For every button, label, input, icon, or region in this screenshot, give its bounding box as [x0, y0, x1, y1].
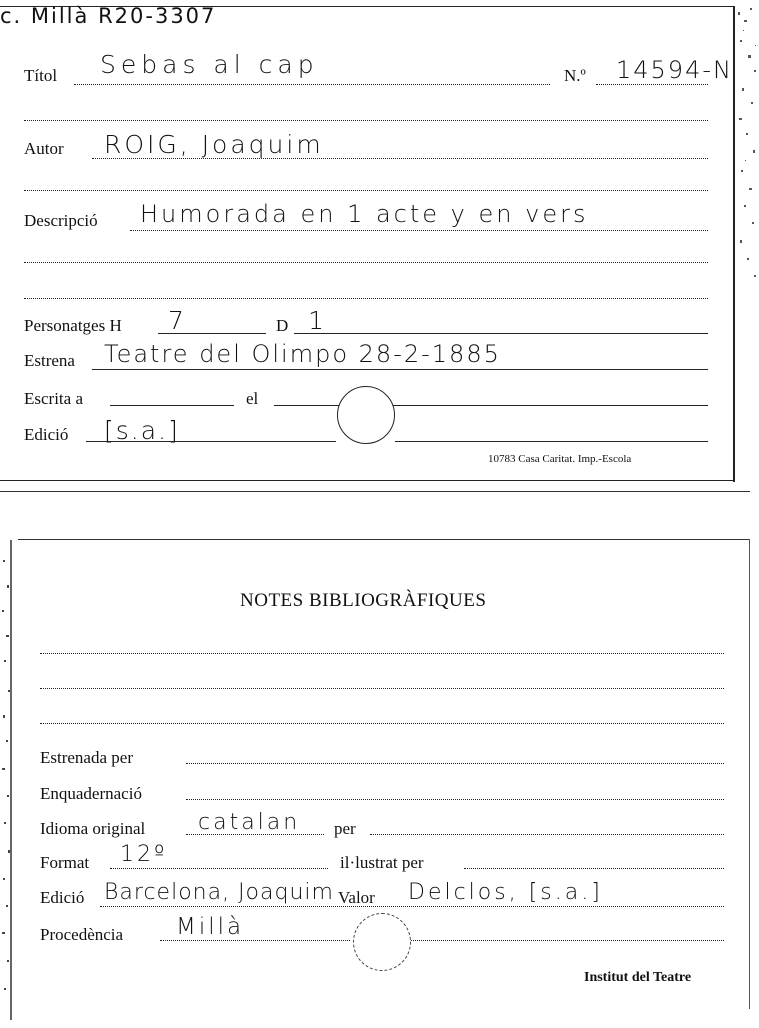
autor-dotted-line [92, 158, 708, 159]
personatges-label: Personatges H [24, 316, 122, 335]
blank-line-1 [24, 120, 708, 121]
procedencia-dotted-line-right [410, 940, 724, 941]
card-separator-line [0, 491, 750, 492]
escrita-line [110, 405, 234, 406]
d-line [294, 333, 708, 334]
call-number: c. Millà R20-3307 [0, 4, 217, 28]
edicio-label: Edició [24, 425, 69, 444]
edicio-value: [s.a.] [104, 416, 180, 445]
scan-noise-left-bottom [0, 540, 18, 1020]
autor-label: Autor [24, 139, 64, 158]
valor-value: Delclos, [s.a.] [408, 880, 603, 905]
descripcio-label: Descripció [24, 211, 98, 230]
titol-value: Sebas al cap [100, 50, 319, 79]
punch-hole-top [337, 386, 395, 444]
autor-value: ROIG, Joaquim [104, 130, 324, 159]
descripcio-dotted-line [130, 230, 708, 231]
descripcio-value: Humorada en 1 acte y en vers [140, 200, 589, 228]
estrena-value: Teatre del Olimpo 28-2-1885 [104, 340, 501, 368]
bottom-edicio-dotted-line [100, 906, 724, 907]
bottom-card-top-border [18, 539, 750, 540]
edicio-line-right [395, 441, 708, 442]
enquadernacio-dotted-line [186, 799, 724, 800]
bottom-card-right-border [749, 539, 750, 1009]
format-label: Format [40, 853, 90, 872]
titol-dotted-line [74, 84, 550, 85]
top-card-right-border [733, 6, 735, 482]
el-label: el [246, 389, 259, 408]
format-dotted-line [110, 868, 328, 869]
estrenada-dotted-line [186, 763, 724, 764]
procedencia-value: Millà [176, 914, 245, 940]
num-dotted-line [596, 84, 708, 85]
num-label: N.º [564, 66, 586, 85]
notes-blank-line-3 [40, 723, 724, 724]
estrena-label: Estrena [24, 351, 75, 370]
procedencia-label: Procedència [40, 925, 124, 944]
bottom-edicio-value: Barcelona, Joaquim [104, 880, 334, 905]
printer-imprint: 10783 Casa Caritat. Imp.-Escola [488, 453, 632, 465]
personatges-h-line [158, 333, 266, 334]
notes-blank-line-2 [40, 688, 724, 689]
estrenada-label: Estrenada per [40, 748, 133, 767]
personatges-h-value: 7 [168, 306, 187, 335]
institution-name: Institut del Teatre [584, 970, 692, 985]
punch-hole-bottom [353, 913, 411, 971]
d-label: D [276, 316, 289, 335]
notes-blank-line-1 [40, 653, 724, 654]
idioma-dotted-line [186, 834, 324, 835]
blank-line-3 [24, 262, 708, 263]
top-card-bottom-border [0, 480, 735, 481]
idioma-value: catalan [198, 810, 301, 835]
idioma-label: Idioma original [40, 819, 146, 838]
titol-label: Títol [24, 66, 58, 85]
procedencia-dotted-line-left [160, 940, 350, 941]
blank-line-2 [24, 190, 708, 191]
scan-noise-right-top [736, 0, 759, 300]
num-value: 14594-N [616, 56, 733, 84]
illustrat-dotted-line [464, 868, 724, 869]
estrena-line [92, 369, 708, 370]
d-value: 1 [308, 306, 327, 335]
format-value: 12º [120, 842, 168, 867]
bottom-edicio-label: Edició [40, 888, 85, 907]
valor-label: Valor [338, 888, 375, 907]
edicio-line-left [86, 441, 336, 442]
notes-heading: NOTES BIBLIOGRÀFIQUES [240, 590, 487, 611]
enquadernacio-label: Enquadernació [40, 784, 142, 803]
per-label: per [334, 819, 356, 838]
illustrat-label: il·lustrat per [340, 853, 424, 872]
per-dotted-line [370, 834, 724, 835]
blank-line-4 [24, 298, 708, 299]
escrita-label: Escrita a [24, 389, 83, 408]
